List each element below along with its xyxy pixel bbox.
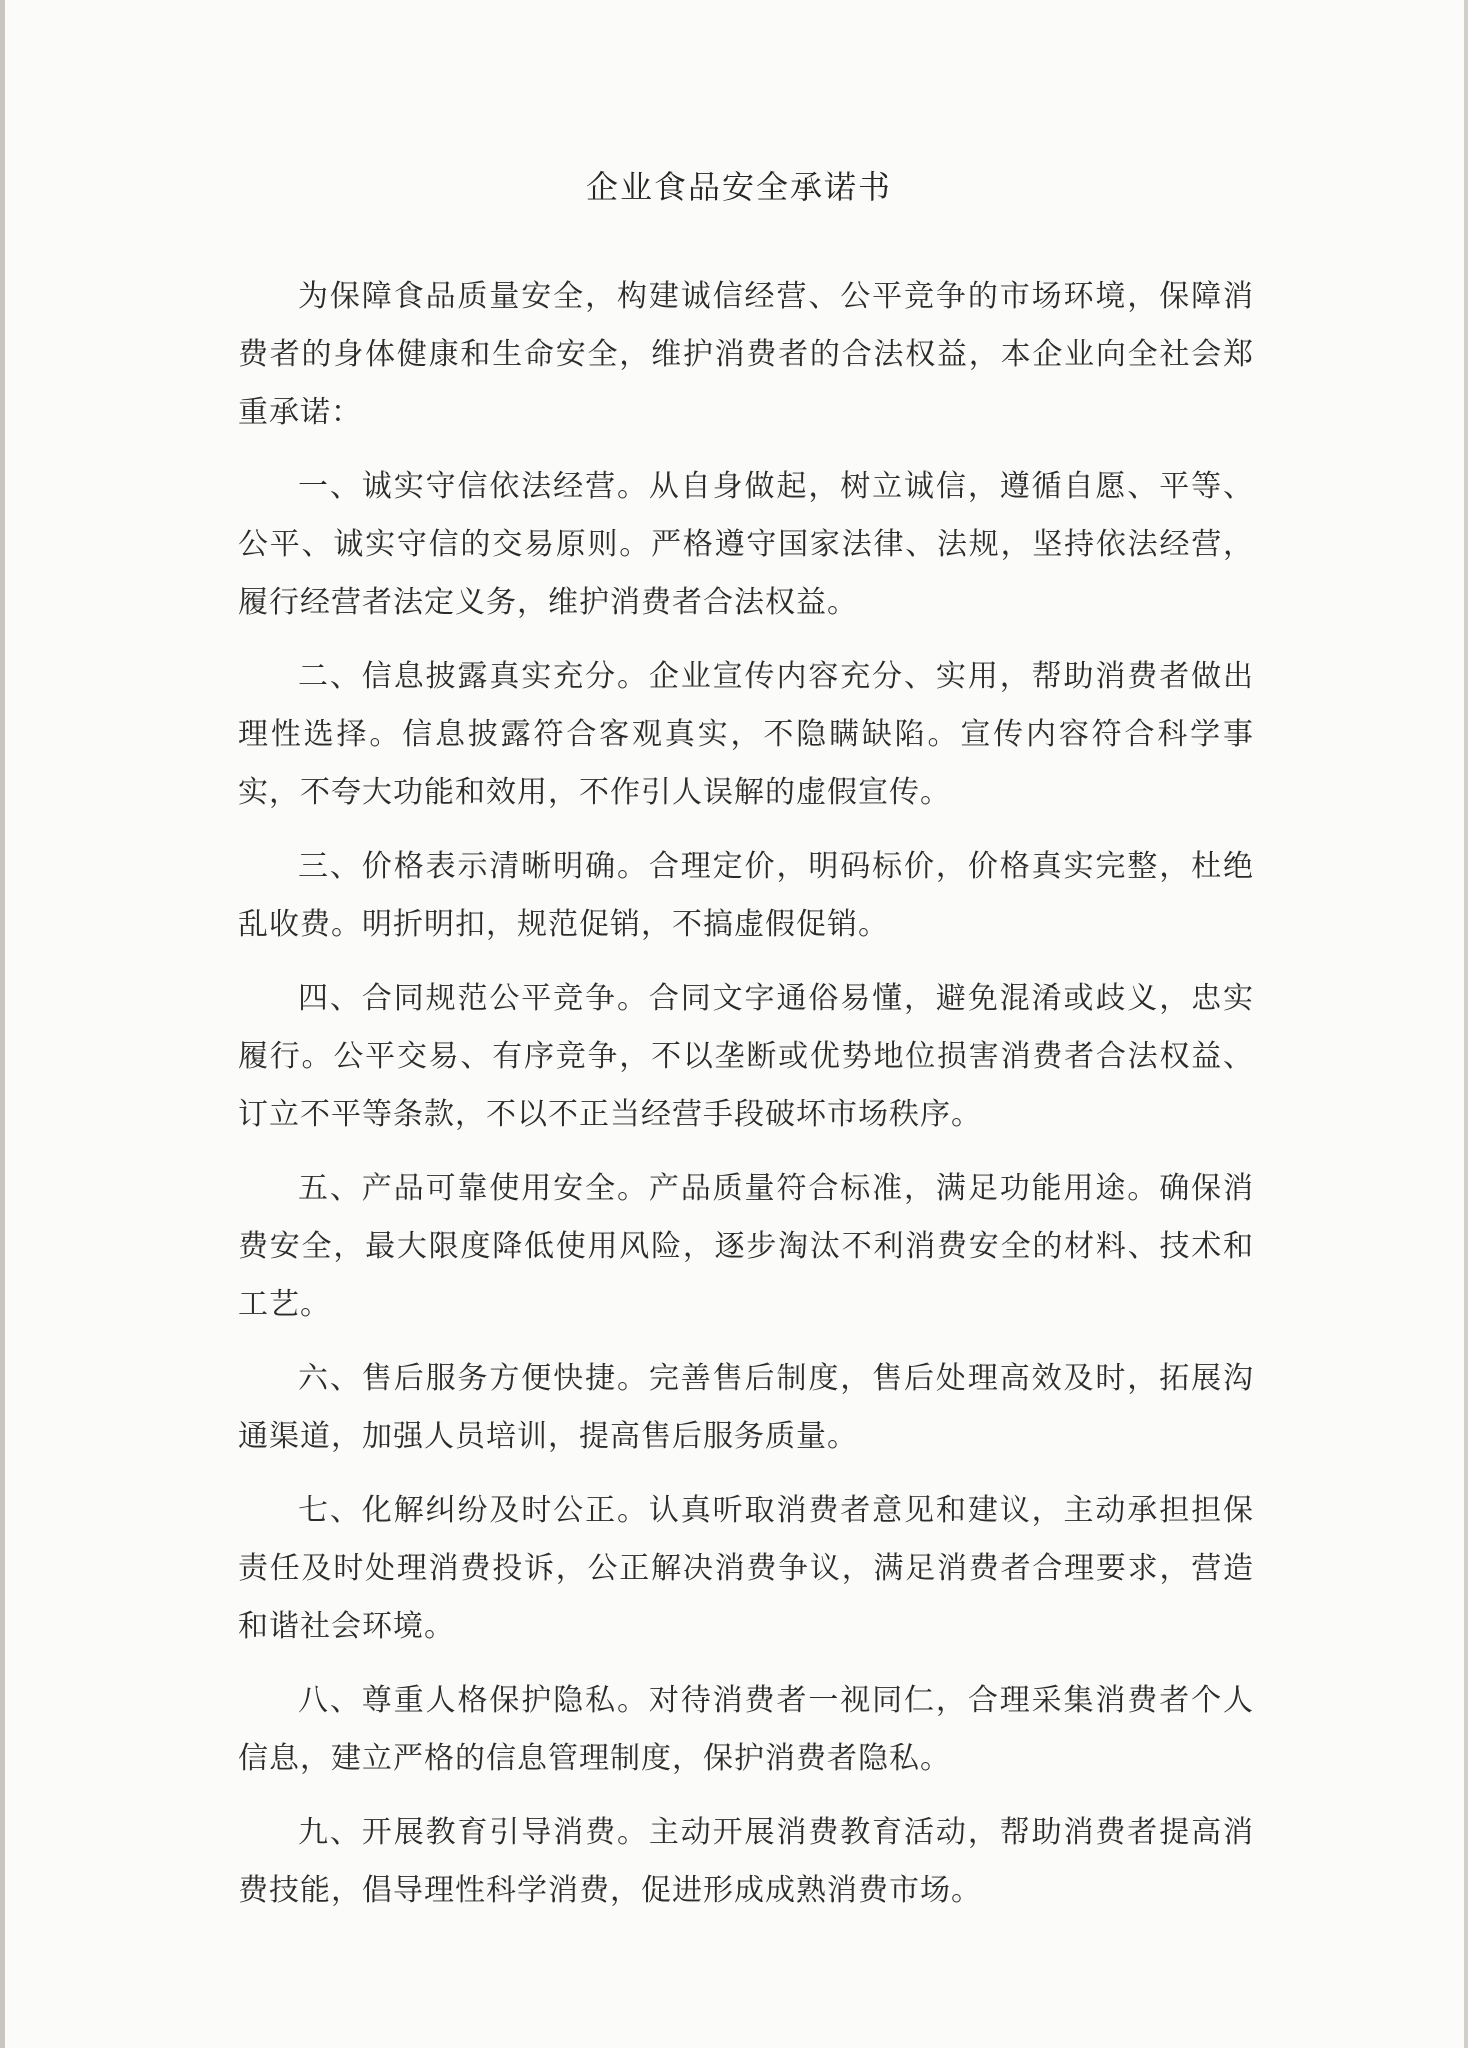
document-title: 企业食品安全承诺书 xyxy=(585,168,892,206)
clause-9: 九、开展教育引导消费。主动开展消费教育活动，帮助消费者提高消费技能，倡导理性科学消费，促进形成成熟消费市场。 xyxy=(238,1815,1254,1908)
clause-8: 八、尊重人格保护隐私。对待消费者一视同仁，合理采集消费者个人信息，建立严格的信息管理制度，保护消费者隐私。 xyxy=(238,1683,1254,1776)
clause-1: 一、诚实守信依法经营。从自身做起，树立诚信，遵循自愿、平等、公平、诚实守信的交易原则。严格遵守国家法律、法规，坚持依法经营，履行经营者法定义务，维护消费者合法权益。 xyxy=(238,469,1254,620)
document-body xyxy=(238,268,1254,1936)
clause-3: 三、价格表示清晰明确。合理定价，明码标价，价格真实完整，杜绝乱收费。明折明扣，规范促销，不搞虚假促销。 xyxy=(238,849,1254,942)
clause-7: 七、化解纠纷及时公正。认真听取消费者意见和建议，主动承担担保责任及时处理消费投诉，公正解决消费争议，满足消费者合理要求，营造和谐社会环境。 xyxy=(238,1493,1254,1644)
clause-2: 二、信息披露真实充分。企业宣传内容充分、实用，帮助消费者做出理性选择。信息披露符合客观真实，不隐瞒缺陷。宣传内容符合科学事实，不夸大功能和效用，不作引人误解的虚假宣传。 xyxy=(238,659,1254,810)
clause-4: 四、合同规范公平竞争。合同文字通俗易懂，避免混淆或歧义，忠实履行。公平交易、有序竞争，不以垄断或优势地位损害消费者合法权益、订立不平等条款，不以不正当经营手段破坏市场秩序。 xyxy=(238,981,1254,1132)
intro-paragraph: 为保障食品质量安全，构建诚信经营、公平竞争的市场环境，保障消费者的身体健康和生命安全，维护消费者的合法权益，本企业向全社会郑重承诺： xyxy=(238,279,1254,430)
clause-6: 六、售后服务方便快捷。完善售后制度，售后处理高效及时，拓展沟通渠道，加强人员培训，提高售后服务质量。 xyxy=(238,1361,1254,1454)
clause-5: 五、产品可靠使用安全。产品质量符合标准，满足功能用途。确保消费安全，最大限度降低使用风险，逐步淘汰不利消费安全的材料、技术和工艺。 xyxy=(238,1171,1254,1322)
